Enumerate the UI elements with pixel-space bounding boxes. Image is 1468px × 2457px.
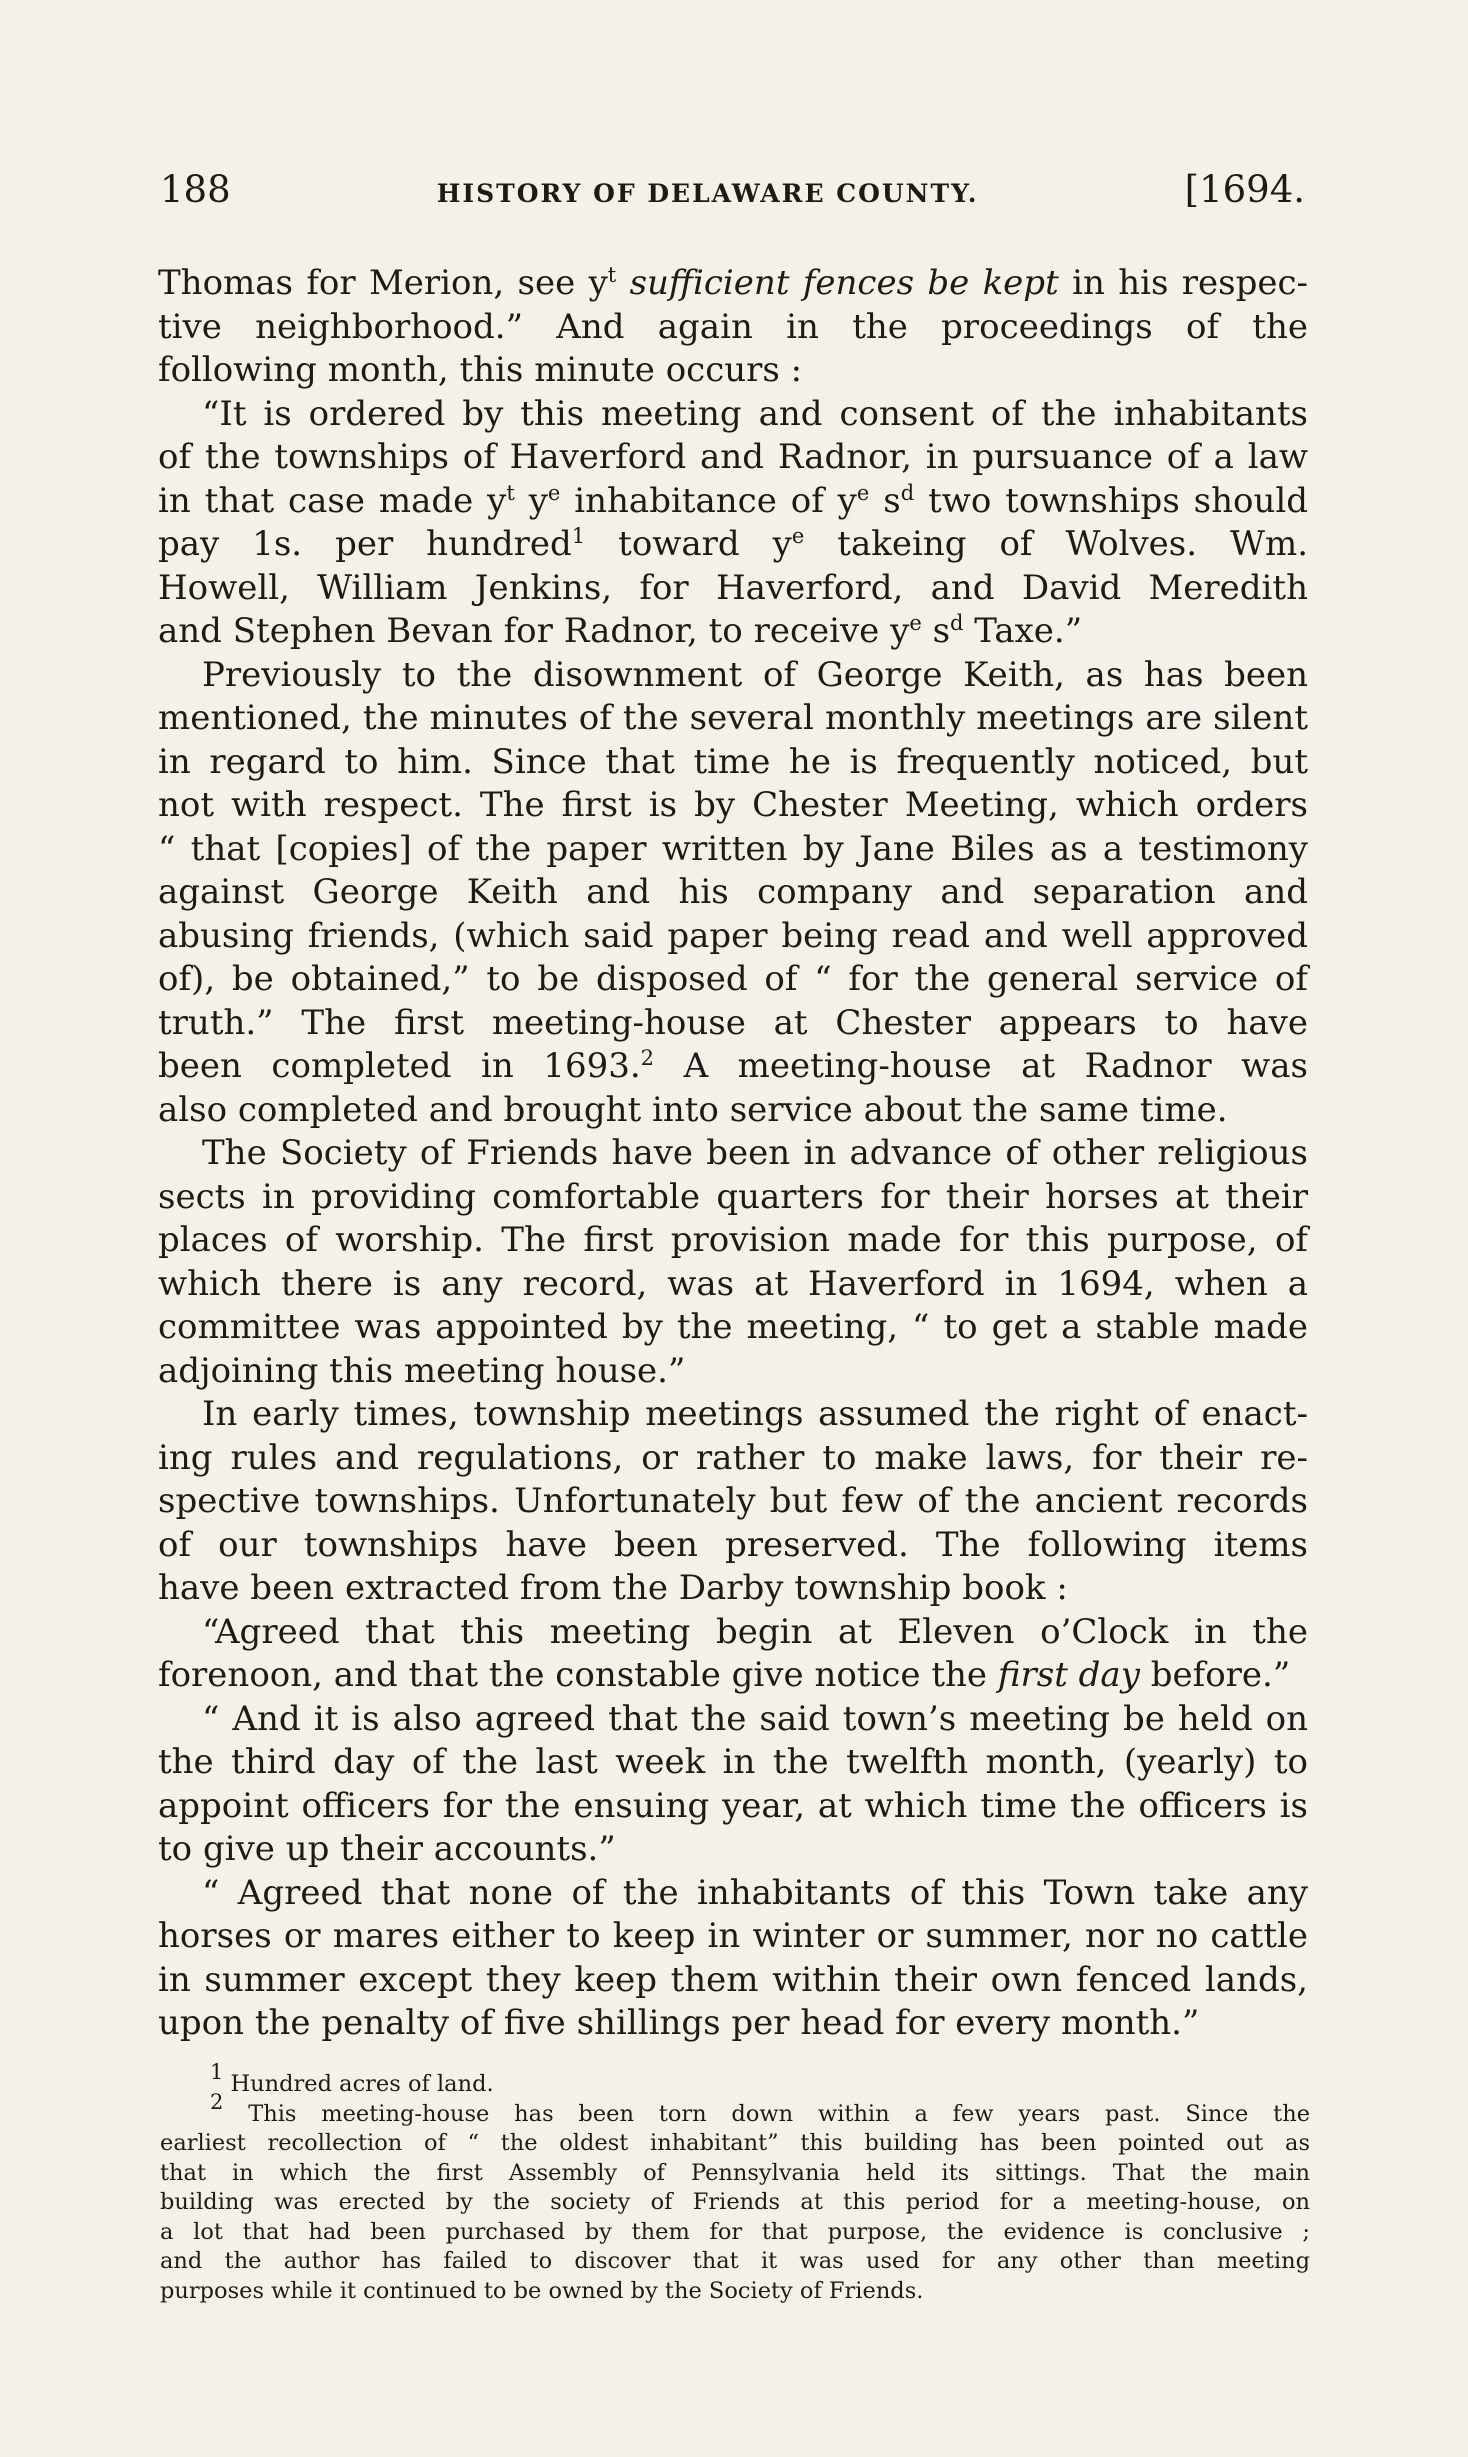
text-line: adjoining this meeting house.” bbox=[158, 1350, 686, 1391]
page-number: 188 bbox=[160, 168, 231, 211]
text-line: “ Agreed that none of the inhabitants of this Town take any bbox=[202, 1872, 1308, 1913]
footnote-mark: 2 bbox=[210, 2089, 224, 2114]
text-line: Howell, William Jenkins, for Haverford, and David Meredith bbox=[158, 567, 1308, 608]
footnote-mark: 1 bbox=[210, 2060, 224, 2084]
text-line: ing rules and regulations, or rather to make laws, for their re- bbox=[158, 1437, 1308, 1478]
text-line: abusing friends, (which said paper being read and well approved bbox=[158, 915, 1308, 956]
text-line: In early times, township meetings assumed the right of enact- bbox=[202, 1394, 1308, 1434]
footnote-line: that in which the first Assembly of Pennsylvania held its sittings. That the main bbox=[160, 2159, 1310, 2186]
footnote-2: $^2$ This meeting-house has been torn down within a few years past. Since the bbox=[210, 2089, 1311, 2127]
text-line: which there is any record, was at Haverford in 1694, when a bbox=[158, 1263, 1308, 1304]
text-line: truth.” The first meeting-house at Chester appears to have bbox=[158, 1002, 1308, 1043]
running-title: HISTORY OF DELAWARE COUNTY. bbox=[436, 179, 979, 208]
text-line: Thomas for Merion, see $y^t$ sufficient fences be kept in his respec- bbox=[158, 263, 1308, 303]
footnote-line: a lot that had been purchased by them for that purpose, the evidence is conclusive ; bbox=[160, 2218, 1310, 2245]
text-line: against George Keith and his company and separation and bbox=[158, 872, 1308, 912]
year-mark: [1694. bbox=[1184, 168, 1305, 211]
text-line: sects in providing comfortable quarters for their horses at their bbox=[158, 1176, 1308, 1217]
text-line: “It is ordered by this meeting and consent of the inhabitants bbox=[202, 393, 1308, 434]
text-line: upon the penalty of five shillings per head for every month.” bbox=[158, 2003, 1200, 2043]
text-line: following month, this minute occurs : bbox=[158, 350, 803, 390]
text-line: “Agreed that this meeting begin at Eleven o’Clock in the bbox=[202, 1611, 1308, 1652]
text-line: of our townships have been preserved. The following items bbox=[158, 1524, 1308, 1565]
text-line: appoint officers for the ensuing year, at which time the officers is bbox=[158, 1785, 1308, 1826]
text-line: not with respect. The first is by Chester Meeting, which orders bbox=[158, 785, 1308, 825]
footnote-1: $^1$ Hundred acres of land. bbox=[210, 2060, 494, 2097]
text-line: “ And it is also agreed that the said town’s meeting be held on bbox=[202, 1698, 1308, 1739]
text-line: of the townships of Haverford and Radnor, in pursuance of a law bbox=[158, 437, 1308, 477]
footnote-line: building was erected by the society of Friends at this period for a meeting-house, on bbox=[160, 2189, 1310, 2215]
text-line: in summer except they keep them within their own fenced lands, bbox=[158, 1959, 1308, 2000]
text-line: the third day of the last week in the twelfth month, (yearly) to bbox=[158, 1742, 1308, 1782]
text-line: horses or mares either to keep in winter or summer, nor no cattle bbox=[158, 1916, 1308, 1956]
text-line: been completed in 1693.$^2$ A meeting-house at Radnor was bbox=[158, 1046, 1309, 1086]
text-line: forenoon, and that the constable give notice the first day before.” bbox=[158, 1655, 1291, 1695]
text-line: mentioned, the minutes of the several monthly meetings are silent bbox=[158, 698, 1308, 738]
footnote-line: purposes while it continued to be owned by the Society of Friends. bbox=[160, 2277, 924, 2304]
text-line: committee was appointed by the meeting, “ to get a stable made bbox=[158, 1307, 1308, 1347]
text-line: and Stephen Bevan for Radnor, to receive $y^e$ $s^d$ Taxe.” bbox=[158, 611, 1083, 651]
body-text bbox=[158, 262, 1308, 2046]
footnote-line: and the author has failed to discover that it was used for any other than meeting bbox=[160, 2248, 1310, 2274]
text-line: also completed and brought into service about the same time. bbox=[158, 1089, 1228, 1130]
text-line: spective townships. Unfortunately but few of the ancient records bbox=[158, 1481, 1308, 1521]
text-line: to give up their accounts.” bbox=[158, 1829, 616, 1869]
footnote-line: earliest recollection of “ the oldest inhabitant” this building has been pointed out as bbox=[160, 2130, 1310, 2156]
text-line: have been extracted from the Darby township book : bbox=[158, 1568, 1068, 1608]
text-line: Previously to the disownment of George Keith, as has been bbox=[202, 654, 1308, 695]
text-line: pay 1s. per hundred$^1$ toward $y^e$ takeing of Wolves. Wm. bbox=[158, 524, 1309, 564]
footnotes bbox=[160, 2060, 1311, 2306]
text-line: in that case made $y^t$ $y^e$ inhabitance of $y^e$ $s^d$ two townships should bbox=[158, 480, 1309, 521]
text-line: places of worship. The first provision made for this purpose, of bbox=[158, 1220, 1308, 1260]
text-line: of), be obtained,” to be disposed of “ for the general service of bbox=[158, 959, 1308, 999]
running-head bbox=[160, 168, 1305, 228]
text-line: in regard to him. Since that time he is frequently noticed, but bbox=[158, 741, 1308, 782]
text-line: The Society of Friends have been in advance of other religious bbox=[202, 1133, 1308, 1173]
text-line: tive neighborhood.” And again in the proceedings of the bbox=[158, 306, 1308, 347]
text-line: “ that [copies] of the paper written by Jane Biles as a testimony bbox=[158, 828, 1308, 869]
